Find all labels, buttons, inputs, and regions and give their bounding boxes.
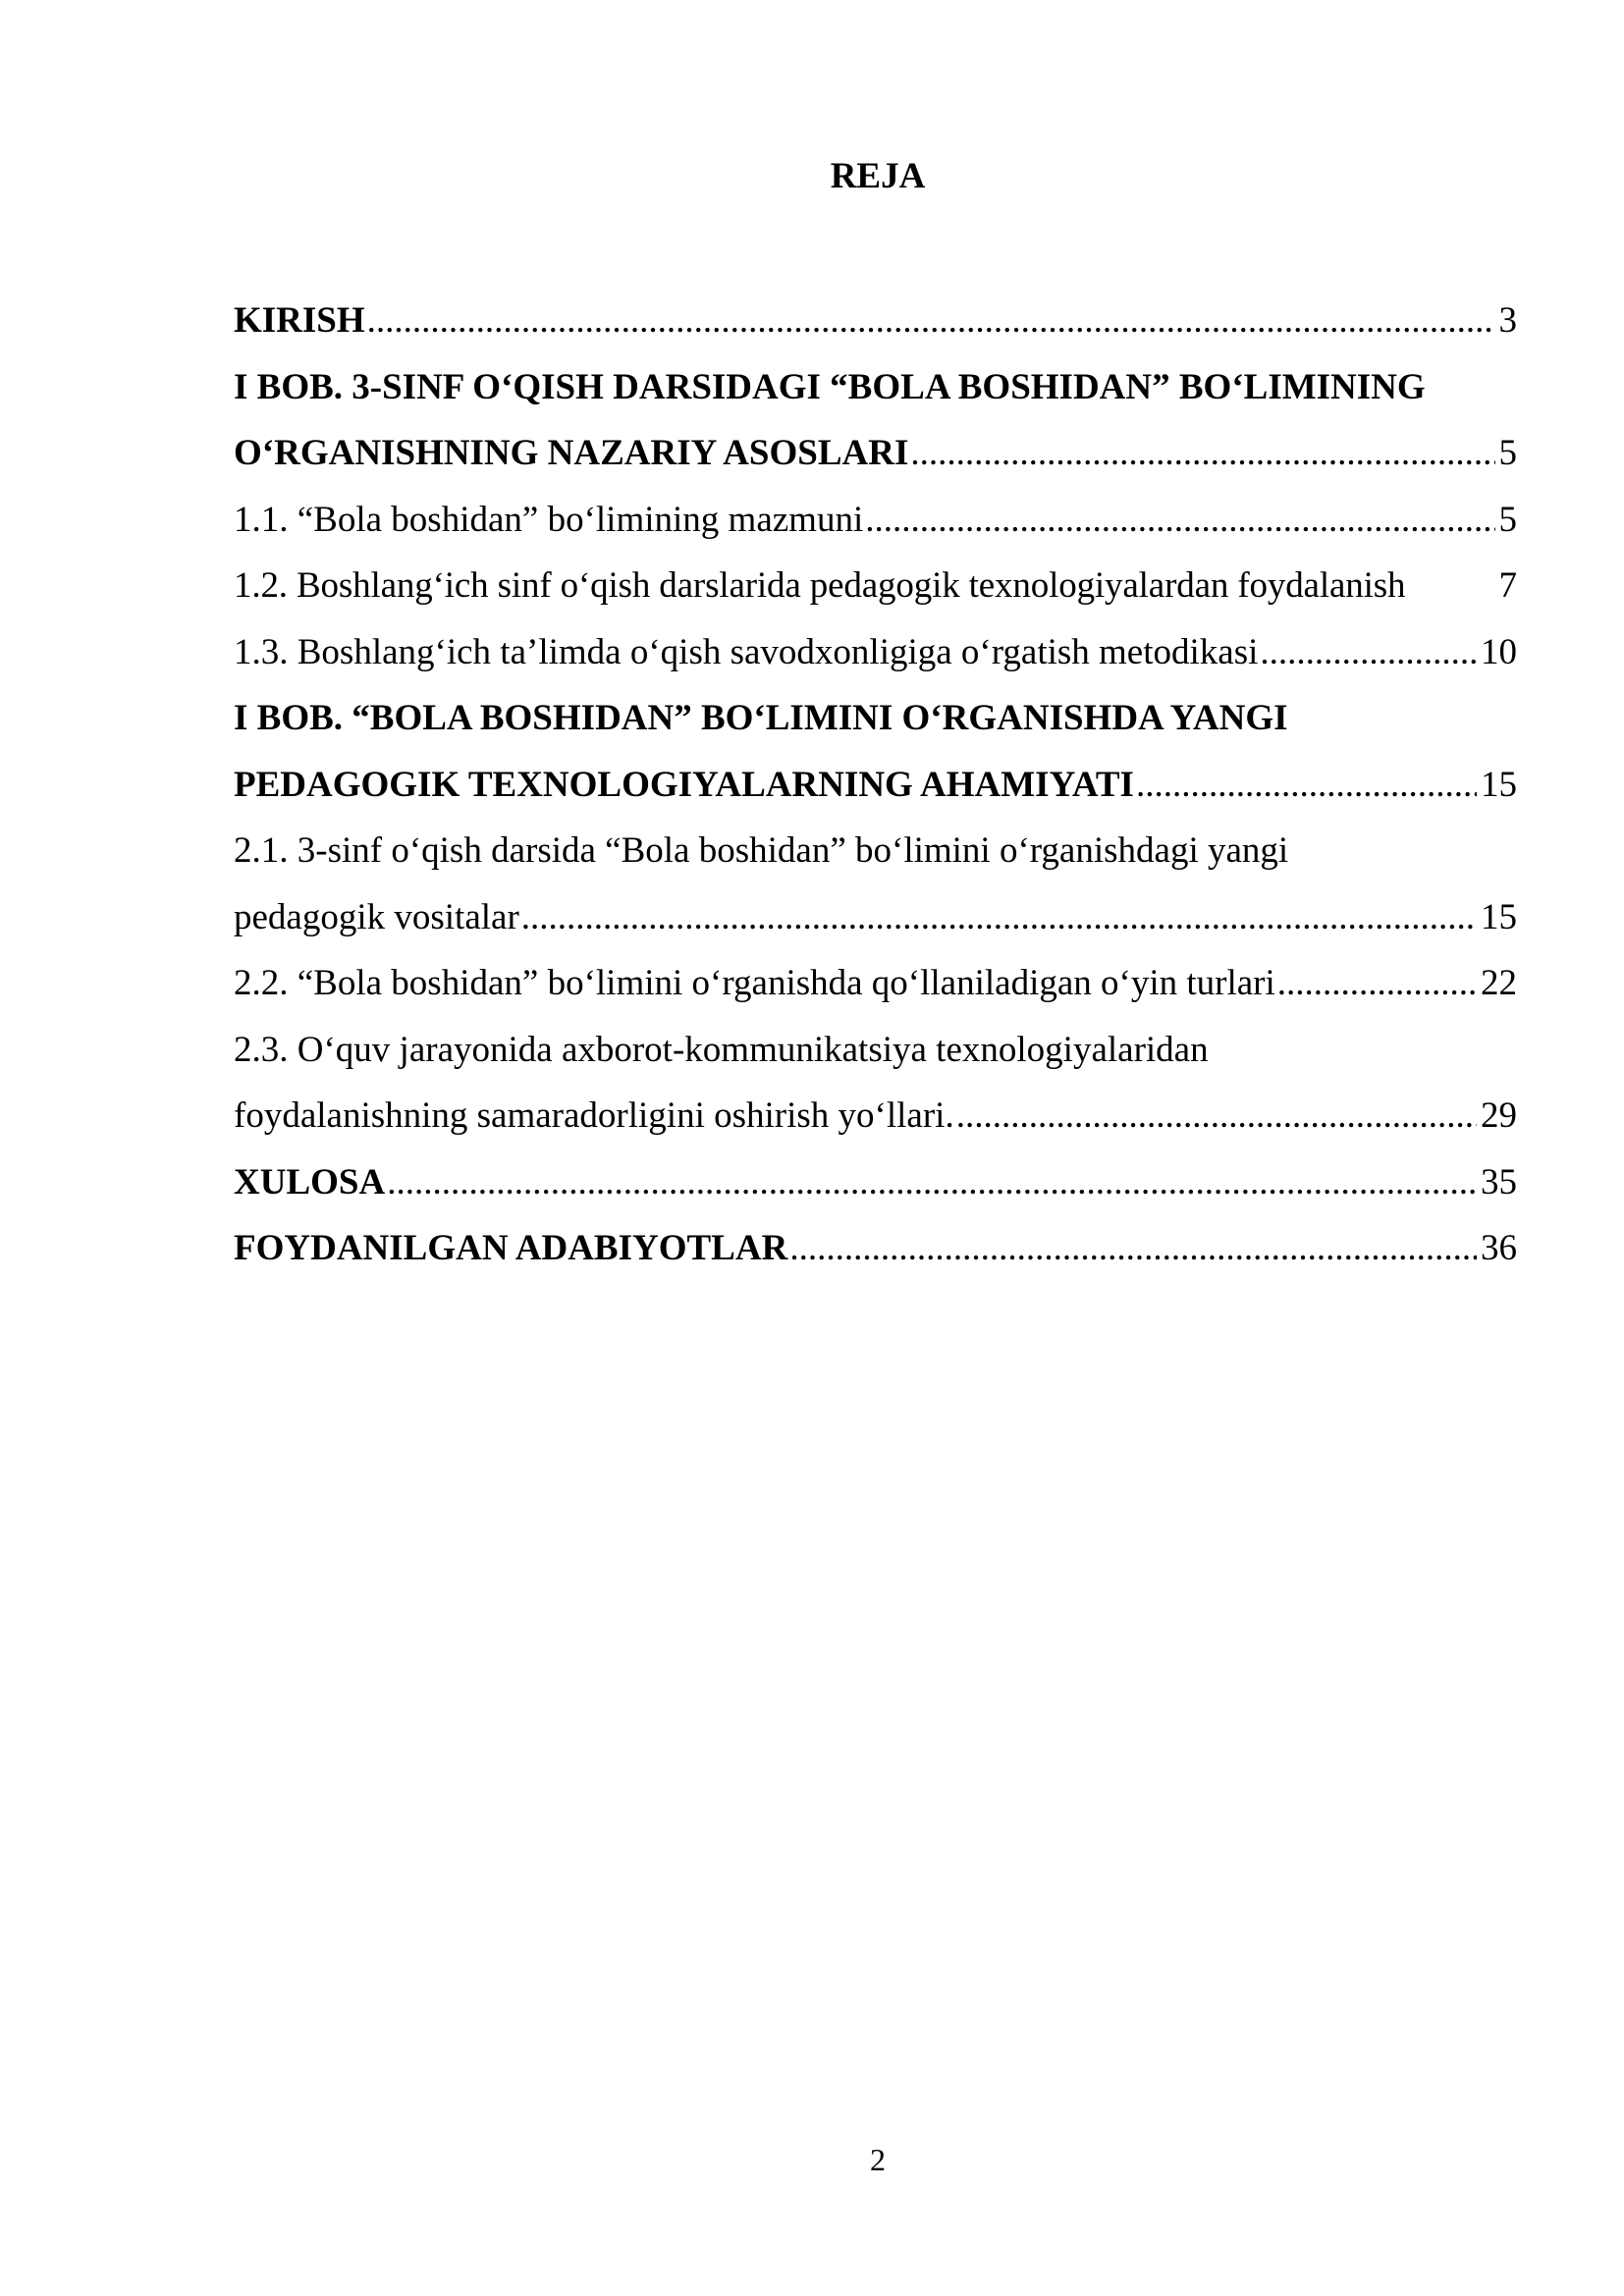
toc-entry-chapter-1-line-2 bbox=[234, 420, 1517, 487]
toc-entry-text: 1.1. “Bola boshidan” bo‘limining mazmuni bbox=[234, 499, 864, 540]
toc-entry-text: PEDAGOGIK TEXNOLOGIYALARNING AHAMIYATI bbox=[234, 764, 1134, 805]
toc-entry-2-3-line-2 bbox=[234, 1083, 1517, 1149]
toc-leader-dots bbox=[956, 1083, 1477, 1149]
toc-entry-1-3 bbox=[234, 619, 1517, 686]
toc-leader-dots bbox=[387, 1149, 1477, 1216]
toc-entry-page: 10 bbox=[1481, 631, 1517, 672]
toc-entry-text: 1.3. Boshlang‘ich ta’limda o‘qish savodxonligiga o‘rgatish metodikasi bbox=[234, 631, 1259, 672]
table-of-contents bbox=[234, 288, 1517, 1282]
toc-entry-page: 36 bbox=[1481, 1228, 1517, 1268]
page-title: REJA bbox=[830, 156, 926, 196]
toc-entry-text: XULOSA bbox=[234, 1161, 386, 1202]
toc-entry-2-3-line-1 bbox=[234, 1017, 1517, 1084]
toc-entry-2-1-line-2 bbox=[234, 884, 1517, 951]
toc-leader-dots bbox=[1260, 619, 1477, 686]
toc-entry-1-1 bbox=[234, 487, 1517, 554]
toc-entry-text: O‘RGANISHNING NAZARIY ASOSLARI bbox=[234, 433, 909, 473]
toc-entry-page: 15 bbox=[1481, 896, 1517, 937]
toc-leader-dots bbox=[910, 420, 1494, 487]
toc-entry-text: 2.2. “Bola boshidan” bo‘limini o‘rganishda qo‘llaniladigan o‘yin turlari bbox=[234, 963, 1275, 1003]
toc-leader-dots bbox=[1277, 950, 1477, 1017]
toc-entry-page: 15 bbox=[1481, 764, 1517, 805]
toc-entry-references bbox=[234, 1215, 1517, 1282]
toc-entry-2-1-line-1 bbox=[234, 818, 1517, 884]
toc-leader-dots bbox=[789, 1215, 1477, 1282]
toc-leader-dots bbox=[1136, 752, 1477, 819]
toc-entry-text: KIRISH bbox=[234, 300, 365, 341]
toc-entry-text: 2.3. O‘quv jarayonida axborot-kommunikatsiya texnologiyalaridan bbox=[234, 1029, 1209, 1070]
toc-entry-kirish bbox=[234, 288, 1517, 354]
toc-entry-page: 7 bbox=[1498, 565, 1517, 606]
toc-entry-page: 29 bbox=[1481, 1095, 1517, 1136]
toc-entry-text: foydalanishning samaradorligini oshirish yo‘llari. bbox=[234, 1095, 954, 1136]
toc-entry-text: 1.2. Boshlang‘ich sinf o‘qish darslarida pedagogik texnologiyalardan foydalanish bbox=[234, 565, 1406, 606]
toc-entry-text: FOYDANILGAN ADABIYOTLAR bbox=[234, 1228, 788, 1268]
toc-entry-page: 5 bbox=[1498, 433, 1517, 473]
toc-entry-page: 5 bbox=[1498, 499, 1517, 540]
toc-entry-chapter-2-line-2 bbox=[234, 752, 1517, 819]
toc-entry-1-2 bbox=[234, 553, 1517, 619]
toc-entry-text: 2.1. 3-sinf o‘qish darsida “Bola boshidan” bo‘limini o‘rganishdagi yangi bbox=[234, 830, 1289, 871]
toc-leader-dots bbox=[865, 487, 1494, 554]
toc-leader-dots bbox=[367, 288, 1495, 354]
toc-entry-xulosa bbox=[234, 1149, 1517, 1216]
toc-entry-text: pedagogik vositalar bbox=[234, 896, 519, 937]
toc-entry-text: I BOB. 3-SINF O‘QISH DARSIDAGI “BOLA BOSHIDAN” BO‘LIMINING bbox=[234, 366, 1426, 407]
toc-leader-dots bbox=[521, 884, 1477, 951]
toc-entry-2-2 bbox=[234, 950, 1517, 1017]
toc-entry-chapter-2-line-1 bbox=[234, 685, 1517, 752]
toc-entry-text: I BOB. “BOLA BOSHIDAN” BO‘LIMINI O‘RGANISHDA YANGI bbox=[234, 698, 1288, 738]
toc-entry-page: 3 bbox=[1498, 300, 1517, 341]
toc-entry-chapter-1-line-1 bbox=[234, 354, 1517, 421]
page-number: 2 bbox=[870, 2142, 886, 2177]
toc-entry-page: 35 bbox=[1481, 1161, 1517, 1202]
toc-entry-page: 22 bbox=[1481, 963, 1517, 1003]
